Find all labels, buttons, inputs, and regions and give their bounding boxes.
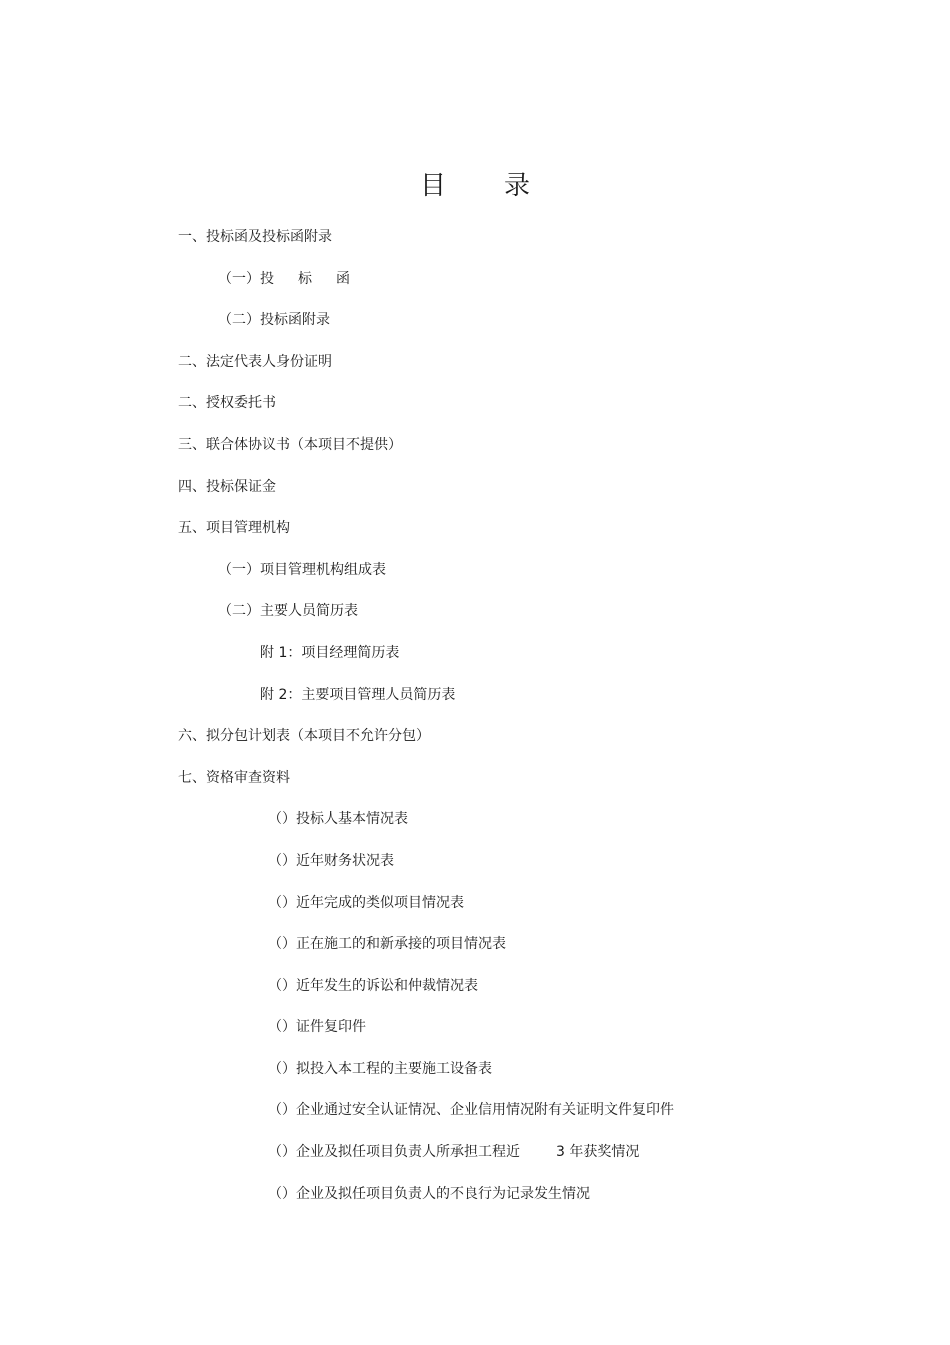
toc-item: （）投标人基本情况表 <box>268 811 408 828</box>
toc-item: （）证件复印件 <box>268 1019 366 1036</box>
toc-item: （）近年财务状况表 <box>268 852 394 869</box>
toc-item: 五、项目管理机构 <box>178 520 290 537</box>
toc-item: 三、联合体协议书（本项目不提供） <box>178 436 402 453</box>
toc-item: （）近年完成的类似项目情况表 <box>268 894 464 911</box>
toc-item: 一、投标函及投标函附录 <box>178 229 332 245</box>
toc-item: （一）项目管理机构组成表 <box>218 561 386 578</box>
toc-item: （二）投标函附录 <box>218 312 330 329</box>
toc-item: （二）主要人员简历表 <box>218 603 358 620</box>
toc-item: 四、投标保证金 <box>178 478 276 495</box>
toc-item: 附 2：主要项目管理人员简历表 <box>260 686 456 703</box>
toc-item: 附 1：项目经理简历表 <box>260 644 400 661</box>
toc-item: （）近年发生的诉讼和仲裁情况表 <box>268 977 478 994</box>
page-title <box>0 165 950 202</box>
toc-item: 六、拟分包计划表（本项目不允许分包） <box>178 728 430 745</box>
table-of-contents <box>0 226 950 1224</box>
toc-item: （）正在施工的和新承接的项目情况表 <box>268 936 506 953</box>
toc-item: （）拟投入本工程的主要施工设备表 <box>268 1060 492 1077</box>
toc-item: （）企业通过安全认证情况、企业信用情况附有关证明文件复印件 <box>268 1102 674 1119</box>
page-title-char-2: 录 <box>504 171 531 202</box>
toc-item: 七、资格审查资料 <box>178 769 290 786</box>
page-title-char-1: 目 <box>419 171 446 202</box>
toc-item: （）企业及拟任项目负责人所承担工程近 3 年获奖情况 <box>268 1144 640 1161</box>
toc-item: 二、授权委托书 <box>178 395 276 412</box>
toc-item: （一）投 标 函 <box>218 270 350 287</box>
toc-item: 二、法定代表人身份证明 <box>178 353 332 370</box>
toc-item: （）企业及拟任项目负责人的不良行为记录发生情况 <box>268 1185 590 1202</box>
